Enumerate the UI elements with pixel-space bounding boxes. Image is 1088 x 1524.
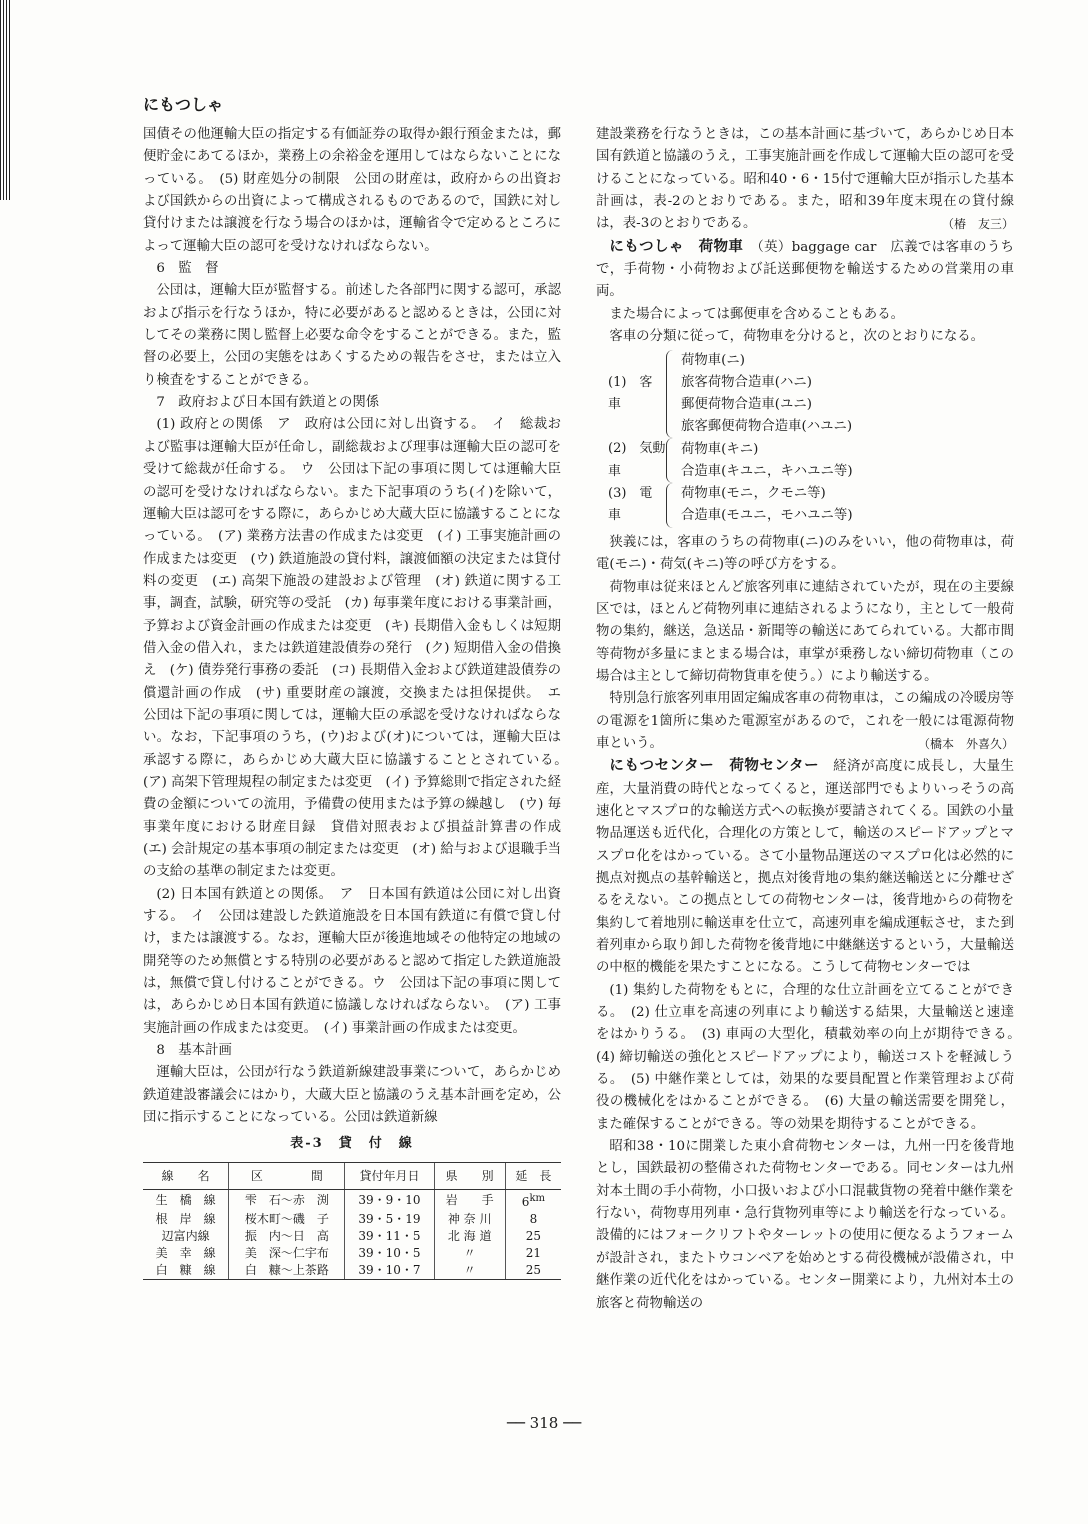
table-cell: 25 (505, 1262, 561, 1280)
right-column (596, 124, 1028, 1315)
table-cell: 〃 (434, 1245, 505, 1262)
table-cell: 白 糠～上茶路 (229, 1262, 345, 1280)
unit-label: km (529, 1193, 545, 1205)
paragraph-text: 建設業務を行なうときは，この基本計画に基づいて，あらかじめ日本国有鉄道と協議のうえ，工事実施計画を作成して運輸大臣の認可を受けることになっている。昭和40・6・15付で運輸大臣が指示した基本計画は，表-2のとおりである。また，昭和39年度末現在の貸付線は，表-3のとおりである。 (596, 127, 1014, 232)
table-cell: 神 奈 川 (434, 1211, 505, 1228)
paragraph: (1) 集約した荷物をもとに，合理的な仕立計画を立てることができる。 (2) 仕立車を高速の列車により輸送する結果，大量輸送と速達をはかりうる。 (3) 車両の大型化，積載効率の向上が期待できる。 (4) 締切輸送の強化とスピードアップにより，輸送コストを軽減しうる。 (5) 中継作業としては，効果的な要員配置と作業管理および荷役の機械化をはかることができる。 (6) 大量の輸送需要を開発し，また確保することができる。等の効果を期待することができる。 (596, 982, 1028, 1132)
classification-item: 荷物車(キニ) (681, 441, 759, 457)
table-cell: 21 (505, 1245, 561, 1262)
table-row (143, 1228, 561, 1245)
table-cell: 生 橋 線 (155, 1193, 216, 1208)
table-cell: 美 幸 線 (155, 1246, 216, 1261)
paragraph: 客車の分類に従って，荷物車を分けると，次のとおりになる。 (609, 329, 985, 345)
paragraph-text: 特別急行旅客列車用固定編成客車の荷物車は，この編成の冷暖房等の電源を1箇所に集めた電源室があるので，これを一般には電源荷物車という。 (596, 691, 1014, 751)
classification-group (608, 483, 1014, 528)
table-cell: 8 (505, 1211, 561, 1228)
classification-item: 合造車(モユニ，モハユニ等) (681, 508, 853, 524)
section-heading: 8 基本計画 (156, 1043, 232, 1059)
table-cell: 白 糠 線 (143, 1262, 229, 1280)
classification-group (608, 438, 1014, 483)
entry-term: にもつしゃ 荷物車 (609, 237, 744, 255)
table-cell: 辺富内線 (161, 1229, 210, 1244)
author-signature: （椿 友三） (941, 217, 1014, 232)
table-cell: 美 深～仁宇布 (229, 1245, 345, 1262)
paragraph: 荷物車は従来ほとんど旅客列車に連結されていたが，現在の主要線区では，ほとんど荷物列車に連結されるようになり，主として一般荷物の集約，継送，急送品・新聞等の輸送にあてられている。大都市間等荷物が多量にまとまる場合は，車掌が乗務しない締切荷物車（この場合は主として締切荷物貨車を使う。）により輸送する。 (596, 579, 1014, 684)
table-header: 延 長 (505, 1162, 561, 1189)
table-header: 区 間 (229, 1162, 345, 1189)
table-cell: 〃 (434, 1262, 505, 1280)
classification-group (608, 350, 1014, 438)
table-row (143, 1245, 561, 1262)
table-row (143, 1262, 561, 1280)
paragraph: 国債その他運輸大臣の指定する有価証券の取得か銀行預金または，郵便貯金にあてるほか，業務上の余裕金を運用してはならないことになっている。 (5) 財産処分の制限 公団の財産は，政府からの出資および国鉄からの出資によって構成されるものであるので，国鉄に対し貸付けまたは譲渡を行なう場合のほかは，運輸省令で定めるところによって運輸大臣の認可を受けなければならない。 (143, 127, 561, 254)
table-cell: 39・10・5 (345, 1245, 434, 1262)
paragraph: (1) 政府との関係 ア 政府は公団に対し出資する。 イ 総裁および監事は運輸大臣が任命し，副総裁および理事は運輸大臣の認可を受けて総裁が任命する。 ウ 公団は下記の事項に関しては運輸大臣の認可を受けなければならない。また下記事項のうち(イ)を除いて，運輸大臣は認可をする際に，あらかじめ大蔵大臣に協議することになっている。 (ア) 業務方法書の作成または変更 (イ) 工事実施計画の作成または変更 (ウ) 鉄道施設の貸付料，譲渡価額の決定または貸付料の変更 (エ) 高架下施設の建設および管理 (オ) 鉄道に関する工事，調査，試験，研究等の受託 (カ) 毎事業年度における事業計画，予算および資金計画の作成または変更 (キ) 長期借入金もしくは短期借入金の借入れ，または鉄道建設債券の発行 (ク) 短期借入金の借換え (ケ) 債券発行事務の委託 (コ) 長期借入金および鉄道建設債券の償還計画の作成 (サ) 重要財産の譲渡，交換または担保提供。 エ 公団は下記の事項に関しては，運輸大臣の承認を受けなければならない。なお，下記事項のうち，(ウ)および(オ)については，運輸大臣は承認する際に，あらかじめ大蔵大臣に協議することとされている。 (ア) 高架下管理規程の制定または変更 (イ) 予算総則で指定された経費の金額についての流用，予備費の使用または予算の繰越し (ウ) 毎事業年度における財産目録 貸借対照表および損益計算書の作成 (エ) 会計規定の基本事項の制定または変更 (オ) 給与および退職手当の支給の基準の制定または変更。 (143, 417, 575, 880)
entry-nimotsu-center (596, 755, 1014, 979)
brace-icon (666, 438, 677, 483)
running-header: にもつしゃ (143, 95, 224, 114)
paragraph (596, 124, 1014, 236)
paragraph: また場合によっては郵便車を含めることもある。 (609, 306, 904, 322)
entry-nimotsusha (596, 236, 1014, 304)
table-cell: 25 (505, 1228, 561, 1245)
section-heading: 6 監 督 (156, 261, 219, 277)
left-column (143, 124, 575, 1280)
classification-name: (2) 気動車 (608, 441, 666, 479)
entry-definition: （英）baggage car 広義では客車のうちで，手荷物・小荷物および託送郵便物を輸送するための営業用の車両。 (596, 239, 1015, 300)
table-cell: 根 岸 線 (155, 1212, 216, 1227)
table-cell: 39・5・19 (345, 1211, 434, 1228)
entry-definition: 経済が高度に成長し，大量生産，大量消費の時代となってくると，運送部門でもよりいっそうの高速化とマスプロ的な輸送方式への転換が要請されてくる。国鉄の小量物品運送も近代化，合理化の方策として，輸送のスピードアップとマスプロ化をはかっている。さて小量物品運送のマスプロ化は必然的に拠点対拠点の基幹輸送と，拠点対後背地の集約継送輸送とに分離せざるをえない。この拠点としての荷物センターは，後背地からの荷物を集約して着地別に輸送車を仕立て，高速列車を編成運転させ，また到着列車から取り卸した荷物を後背地に中継継送するという，大量輸送の中枢的機能を果たすことになる。こうして荷物センターでは (596, 759, 1015, 976)
table-cell: 39・9・10 (345, 1190, 434, 1212)
classification-list (608, 350, 1014, 527)
table-cell: 桜木町～磯 子 (229, 1211, 345, 1228)
classification-item: 郵便荷物合造車(ユニ) (681, 397, 812, 413)
author-signature: （橋本 外喜久） (917, 736, 1014, 751)
paragraph: 昭和38・10に開業した東小倉荷物センターは，九州一円を後背地とし，国鉄最初の整備された荷物センターである。同センターは九州対本土間の手小荷物，小口扱いおよび小口混載貨物の発着中継作業を行ない，荷物専用列車・急行貨物列車等により輸送を行なっている。設備的にはフォークリフトやターレットの使用に便なるようフォームが設計され，またトウコンベアを始めとする荷役機械が設備され，中継作業の近代化をはかっている。センター開業により，九州対本土の旅客と荷物輸送の (596, 1139, 1014, 1311)
classification-item: 荷物車(ニ) (681, 353, 746, 369)
classification-item: 旅客郵便荷物合造車(ハユニ) (681, 419, 853, 435)
page-number: ── 318 ── (506, 1414, 582, 1432)
table-cell: 岩 手 (434, 1190, 505, 1212)
table-cell-value: 6 (521, 1195, 530, 1210)
table-cell: 北 海 道 (434, 1228, 505, 1245)
table-row (143, 1190, 561, 1212)
classification-item: 旅客荷物合造車(ハニ) (681, 375, 812, 391)
brace-icon (666, 350, 677, 438)
brace-icon (666, 483, 677, 528)
scan-edge-marks (0, 0, 10, 200)
classification-item: 荷物車(モニ，クモニ等) (681, 486, 826, 502)
paragraph: 公団は，運輸大臣が監督する。前述した各部門に関する認可，承認および指示を行なうほか，特に必要があると認めるときは，公団に対してその業務に関し監督上必要な命令をすることができる。また，監督の必要上，公団の実態をはあくするための報告をさせ，または立入り検査をすることができる。 (143, 283, 561, 388)
table-header: 線 名 (143, 1162, 229, 1189)
table-cell: 39・10・7 (345, 1262, 434, 1280)
paragraph: 運輸大臣は，公団が行なう鉄道新線建設事業について，あらかじめ鉄道建設審議会にはかり，大蔵大臣と協議のうえ基本計画を定め，公団に指示することになっている。公団は鉄道新線 (143, 1065, 561, 1126)
entry-term: にもつセンター 荷物センター (609, 757, 820, 775)
table-cell: 振 内～日 高 (229, 1228, 345, 1245)
section-heading: 7 政府および日本国有鉄道との関係 (156, 395, 380, 411)
classification-name: (3) 電 車 (608, 486, 666, 524)
table-row (143, 1211, 561, 1228)
table-header: 県 別 (434, 1162, 505, 1189)
classification-item: 合造車(キユニ，キハユニ等) (681, 463, 853, 479)
classification-name: (1) 客 車 (608, 375, 666, 413)
paragraph: (2) 日本国有鉄道との関係。 ア 日本国有鉄道は公団に対し出資する。 イ 公団は建設した鉄道施設を日本国有鉄道に有償で貸し付け，または譲渡する。なお，運輸大臣が後進地域その他特定の地域の開発等のため無償とする特別の必要があると認めて指定した鉄道施設は，無償で貸し付けることができる。ウ 公団は下記の事項に関しては，あらかじめ日本国有鉄道に協議しなければならない。 (ア) 工事実施計画の作成または変更。 (イ) 事業計画の作成または変更。 (143, 886, 561, 1036)
lease-lines-table (143, 1162, 561, 1280)
table-caption: 表-3 貸 付 線 (290, 1136, 414, 1152)
table-cell: 39・11・5 (345, 1228, 434, 1245)
table-cell: 雫 石～赤 渕 (229, 1190, 345, 1212)
paragraph: 狭義には，客車のうちの荷物車(ニ)のみをいい，他の荷物車は，荷電(モニ)・荷気(キニ)等の呼び方をする。 (596, 534, 1014, 573)
table-cell (505, 1190, 561, 1212)
paragraph (596, 688, 1014, 755)
table-header: 貸付年月日 (345, 1162, 434, 1189)
